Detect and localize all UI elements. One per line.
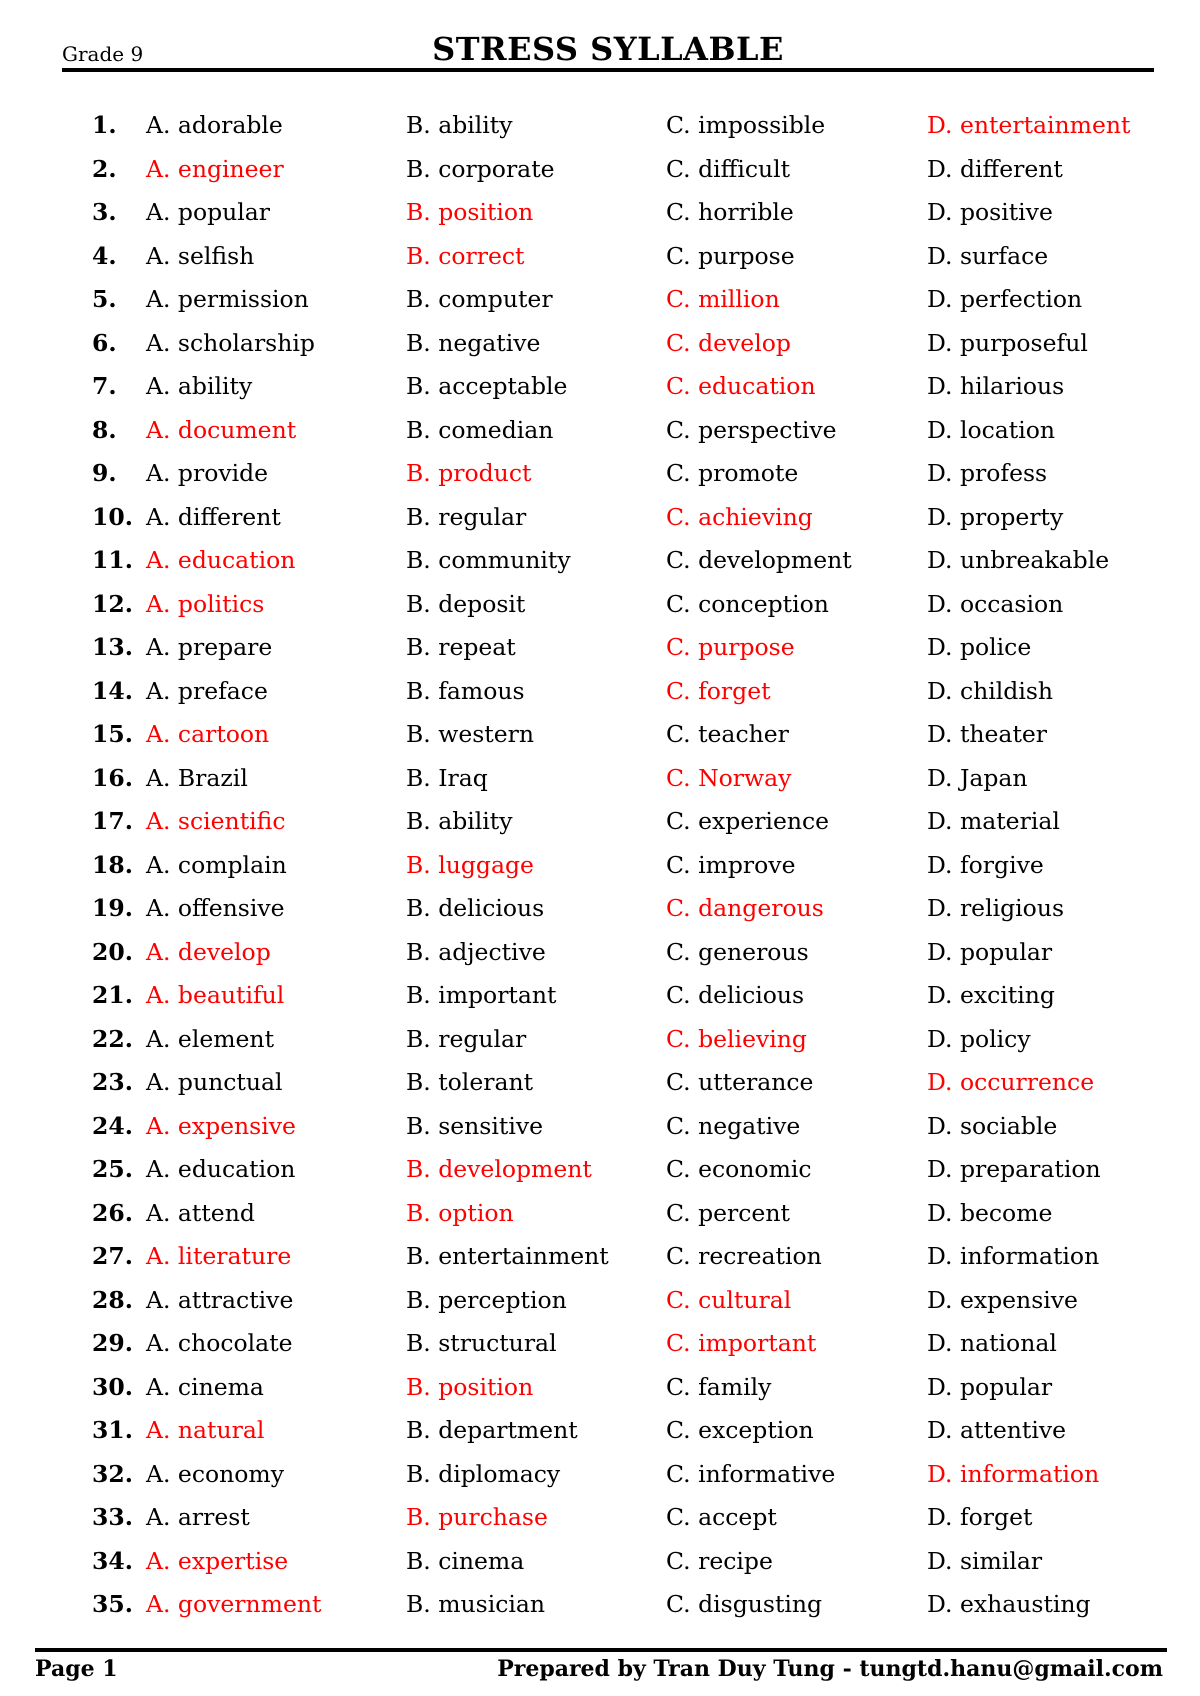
question-number: 3. <box>92 198 117 226</box>
answer-option: A. develop <box>146 937 271 966</box>
option: B. regular <box>406 502 527 531</box>
question-row <box>0 1148 1200 1192</box>
option: A. attractive <box>146 1285 294 1314</box>
option: B. computer <box>406 285 553 313</box>
question-number: 30. <box>92 1372 133 1401</box>
question-row <box>0 670 1200 714</box>
question-row <box>0 626 1200 670</box>
option: B. comedian <box>406 415 554 444</box>
option: D. become <box>927 1198 1053 1227</box>
option: D. policy <box>927 1024 1031 1053</box>
option: A. arrest <box>146 1503 250 1531</box>
answer-option: B. luggage <box>406 850 534 879</box>
question-row <box>0 1496 1200 1540</box>
question-list <box>0 104 1200 1627</box>
option: D. expensive <box>927 1285 1078 1314</box>
option: B. regular <box>406 1024 527 1053</box>
option: D. unbreakable <box>927 546 1110 574</box>
answer-option: D. entertainment <box>927 111 1131 139</box>
question-row <box>0 1105 1200 1149</box>
option: C. horrible <box>666 198 794 226</box>
option: B. delicious <box>406 894 545 922</box>
option: D. religious <box>927 894 1065 922</box>
option: B. perception <box>406 1285 567 1314</box>
option: B. repeat <box>406 633 516 661</box>
option: D. occasion <box>927 589 1064 618</box>
question-row <box>0 1192 1200 1236</box>
answer-option: B. purchase <box>406 1503 548 1531</box>
answer-option: C. education <box>666 372 816 400</box>
option: D. perfection <box>927 285 1083 313</box>
option: B. famous <box>406 676 525 705</box>
question-row <box>0 1322 1200 1366</box>
answer-option: B. position <box>406 198 534 226</box>
answer-option: A. scientific <box>146 807 286 835</box>
option: A. selfish <box>146 241 255 270</box>
question-number: 4. <box>92 241 117 270</box>
question-number: 14. <box>92 676 133 705</box>
option: A. provide <box>146 459 269 487</box>
question-row <box>0 1279 1200 1323</box>
option: B. adjective <box>406 937 546 966</box>
question-number: 31. <box>92 1416 133 1444</box>
answer-option: A. expensive <box>146 1111 296 1140</box>
option: D. surface <box>927 241 1049 270</box>
option: C. generous <box>666 937 809 966</box>
option: D. forget <box>927 1503 1033 1531</box>
option: C. experience <box>666 807 830 835</box>
option: A. adorable <box>146 111 283 139</box>
option: D. profess <box>927 459 1048 487</box>
option: B. ability <box>406 807 513 835</box>
answer-option: A. government <box>146 1590 322 1618</box>
option: B. corporate <box>406 154 555 183</box>
option: D. purposeful <box>927 328 1088 357</box>
answer-option: A. literature <box>146 1242 292 1270</box>
option: D. location <box>927 415 1056 444</box>
option: B. tolerant <box>406 1068 534 1096</box>
question-row <box>0 974 1200 1018</box>
option: C. development <box>666 546 852 574</box>
question-row <box>0 1453 1200 1497</box>
page-title: STRESS SYLLABLE <box>432 30 784 68</box>
question-row <box>0 1583 1200 1627</box>
option: C. teacher <box>666 720 789 748</box>
question-row <box>0 104 1200 148</box>
answer-option: A. politics <box>146 589 265 618</box>
option: B. negative <box>406 328 541 357</box>
option: B. acceptable <box>406 372 568 400</box>
answer-option: C. important <box>666 1329 817 1357</box>
option: D. sociable <box>927 1111 1058 1140</box>
footer-rule <box>35 1648 1167 1652</box>
question-row <box>0 800 1200 844</box>
question-number: 15. <box>92 720 133 748</box>
question-row <box>0 1409 1200 1453</box>
option: D. material <box>927 807 1060 835</box>
answer-option: C. dangerous <box>666 894 824 922</box>
question-row <box>0 713 1200 757</box>
option: C. delicious <box>666 981 805 1009</box>
answer-option: B. product <box>406 459 532 487</box>
question-row <box>0 583 1200 627</box>
answer-option: C. Norway <box>666 763 792 792</box>
option: B. sensitive <box>406 1111 544 1140</box>
option: A. permission <box>146 285 309 313</box>
option: A. scholarship <box>146 328 315 357</box>
answer-option: A. cartoon <box>146 720 270 748</box>
option: A. Brazil <box>146 763 248 792</box>
option: A. element <box>146 1024 275 1053</box>
option: C. perspective <box>666 415 837 444</box>
option: C. disgusting <box>666 1590 823 1618</box>
question-row <box>0 539 1200 583</box>
option: B. diplomacy <box>406 1459 561 1488</box>
question-number: 27. <box>92 1242 133 1270</box>
question-number: 19. <box>92 894 133 922</box>
option: A. economy <box>146 1459 284 1488</box>
option: B. western <box>406 720 535 748</box>
option: A. education <box>146 1155 296 1183</box>
option: A. popular <box>146 198 271 226</box>
option: C. family <box>666 1372 772 1401</box>
question-number: 29. <box>92 1329 133 1357</box>
question-number: 34. <box>92 1546 133 1575</box>
answer-option: B. development <box>406 1155 592 1183</box>
option: D. popular <box>927 937 1053 966</box>
option: D. police <box>927 633 1032 661</box>
question-number: 8. <box>92 415 117 444</box>
question-number: 17. <box>92 807 133 835</box>
answer-option: A. engineer <box>146 154 284 183</box>
answer-option: D. information <box>927 1459 1100 1488</box>
question-number: 7. <box>92 372 117 400</box>
option: B. Iraq <box>406 763 488 792</box>
option: D. childish <box>927 676 1054 705</box>
question-number: 1. <box>92 111 117 139</box>
option: B. ability <box>406 111 513 139</box>
answer-option: C. purpose <box>666 633 795 661</box>
question-row <box>0 1018 1200 1062</box>
question-number: 16. <box>92 763 133 792</box>
grade-label: Grade 9 <box>62 42 144 66</box>
option: A. attend <box>146 1198 255 1227</box>
answer-option: A. education <box>146 546 296 574</box>
question-number: 22. <box>92 1024 133 1053</box>
answer-option: A. document <box>146 415 297 444</box>
option: D. national <box>927 1329 1057 1357</box>
question-number: 13. <box>92 633 133 661</box>
answer-option: C. forget <box>666 676 771 705</box>
option: A. complain <box>146 850 287 879</box>
answer-option: B. option <box>406 1198 514 1227</box>
option: A. preface <box>146 676 268 705</box>
option: D. attentive <box>927 1416 1067 1444</box>
answer-option: C. develop <box>666 328 791 357</box>
question-row <box>0 235 1200 279</box>
option: D. theater <box>927 720 1048 748</box>
question-row <box>0 1540 1200 1584</box>
answer-option: C. cultural <box>666 1285 792 1314</box>
question-row <box>0 1235 1200 1279</box>
question-number: 2. <box>92 154 117 183</box>
option: D. popular <box>927 1372 1053 1401</box>
option: A. offensive <box>146 894 285 922</box>
question-number: 21. <box>92 981 133 1009</box>
option: C. economic <box>666 1155 812 1183</box>
answer-option: B. position <box>406 1372 534 1401</box>
question-row <box>0 496 1200 540</box>
option: B. cinema <box>406 1546 525 1575</box>
option: C. recipe <box>666 1546 773 1575</box>
option: A. different <box>146 502 281 531</box>
option: B. musician <box>406 1590 546 1618</box>
option: D. Japan <box>927 763 1028 792</box>
option: B. deposit <box>406 589 526 618</box>
question-number: 35. <box>92 1590 133 1618</box>
question-number: 11. <box>92 546 133 574</box>
option: B. community <box>406 546 571 574</box>
option: A. cinema <box>146 1372 264 1401</box>
question-row <box>0 1061 1200 1105</box>
option: B. important <box>406 981 557 1009</box>
answer-option: B. correct <box>406 241 525 270</box>
question-row <box>0 191 1200 235</box>
option: C. informative <box>666 1459 836 1488</box>
question-number: 10. <box>92 502 133 531</box>
question-row <box>0 278 1200 322</box>
answer-option: A. beautiful <box>146 981 285 1009</box>
option: D. exhausting <box>927 1590 1091 1618</box>
question-number: 32. <box>92 1459 133 1488</box>
question-row <box>0 322 1200 366</box>
question-row <box>0 887 1200 931</box>
answer-option: A. expertise <box>146 1546 289 1575</box>
question-row <box>0 365 1200 409</box>
question-number: 6. <box>92 328 117 357</box>
page-header <box>62 30 1154 72</box>
option: B. structural <box>406 1329 557 1357</box>
option: B. entertainment <box>406 1242 609 1270</box>
option: D. information <box>927 1242 1100 1270</box>
question-number: 20. <box>92 937 133 966</box>
option: D. exciting <box>927 981 1055 1009</box>
answer-option: C. believing <box>666 1024 807 1053</box>
question-row <box>0 148 1200 192</box>
author-credit: Prepared by Tran Duy Tung - tungtd.hanu@gmail.com <box>497 1656 1163 1682</box>
option: C. difficult <box>666 154 791 183</box>
option: D. preparation <box>927 1155 1101 1183</box>
option: D. different <box>927 154 1063 183</box>
question-number: 24. <box>92 1111 133 1140</box>
question-number: 26. <box>92 1198 133 1227</box>
option: C. recreation <box>666 1242 822 1270</box>
answer-option: A. natural <box>146 1416 265 1444</box>
header-rule <box>62 68 1154 72</box>
option: C. purpose <box>666 241 795 270</box>
question-row <box>0 844 1200 888</box>
question-number: 28. <box>92 1285 133 1314</box>
question-number: 18. <box>92 850 133 879</box>
question-number: 33. <box>92 1503 133 1531</box>
option: C. negative <box>666 1111 801 1140</box>
option: A. punctual <box>146 1068 283 1096</box>
question-row <box>0 409 1200 453</box>
question-row <box>0 1366 1200 1410</box>
answer-option: C. achieving <box>666 502 813 531</box>
option: A. chocolate <box>146 1329 293 1357</box>
option: C. conception <box>666 589 829 618</box>
option: D. positive <box>927 198 1053 226</box>
option: B. department <box>406 1416 578 1444</box>
question-row <box>0 452 1200 496</box>
answer-option: D. occurrence <box>927 1068 1095 1096</box>
question-number: 12. <box>92 589 133 618</box>
answer-option: C. million <box>666 285 780 313</box>
question-number: 23. <box>92 1068 133 1096</box>
option: C. impossible <box>666 111 826 139</box>
option: C. exception <box>666 1416 814 1444</box>
question-row <box>0 931 1200 975</box>
option: D. property <box>927 502 1064 531</box>
option: C. utterance <box>666 1068 814 1096</box>
option: C. improve <box>666 850 796 879</box>
option: D. hilarious <box>927 372 1065 400</box>
question-row <box>0 757 1200 801</box>
page-number: Page 1 <box>35 1656 118 1682</box>
option: C. percent <box>666 1198 790 1227</box>
option: C. accept <box>666 1503 777 1531</box>
option: A. prepare <box>146 633 273 661</box>
question-number: 5. <box>92 285 117 313</box>
question-number: 25. <box>92 1155 133 1183</box>
option: D. similar <box>927 1546 1043 1575</box>
option: D. forgive <box>927 850 1044 879</box>
question-number: 9. <box>92 459 117 487</box>
option: A. ability <box>146 372 253 400</box>
option: C. promote <box>666 459 799 487</box>
